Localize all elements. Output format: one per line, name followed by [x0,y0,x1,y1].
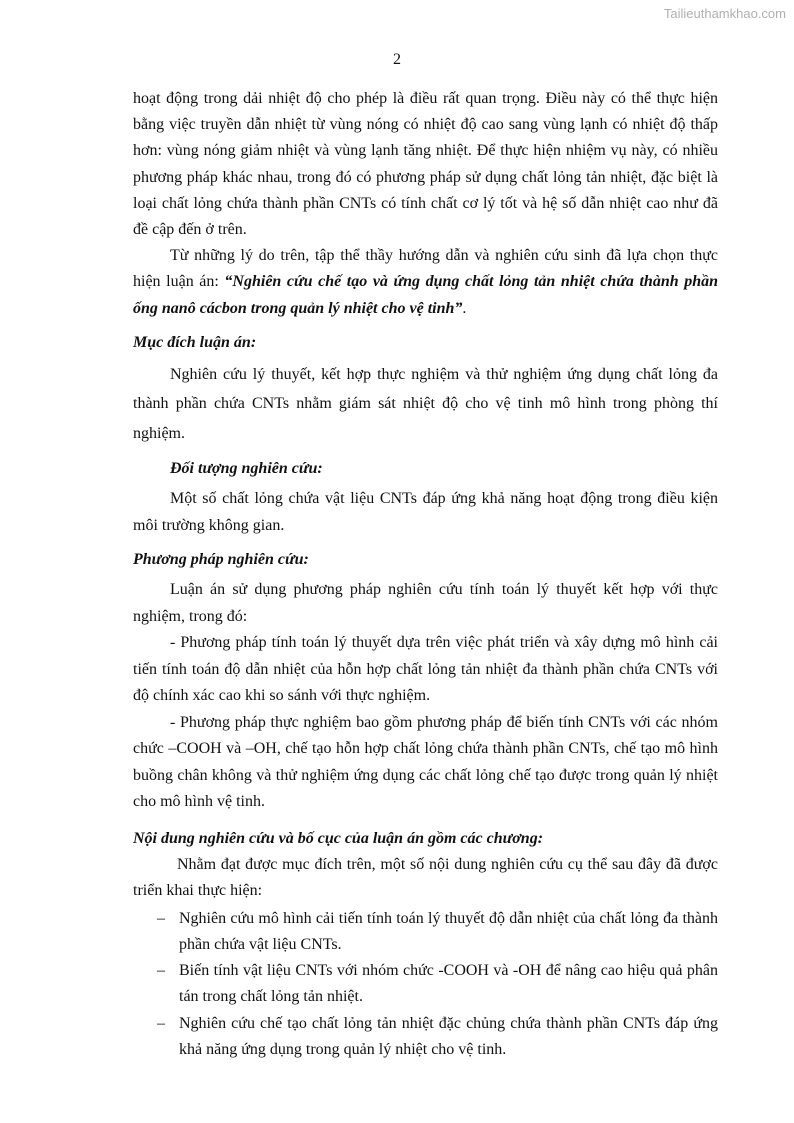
methods-item-experiment: - Phương pháp thực nghiệm bao gồm phương pháp để biến tính CNTs với các nhóm chức –COOH và –OH, chế tạo hỗn hợp chất lỏng chứa thành phần CNTs, chế tạo mô hình buồng chân không và thử nghiệm ứng dụng các chất lỏng chế tạo được trong quản lý nhiệt cho mô hình vệ tinh. [133,713,718,811]
page-number: 2 [393,51,401,68]
subject-text: Một số chất lỏng chứa vật liệu CNTs đáp ứng khả năng hoạt động trong điều kiện môi trường không gian. [133,490,718,534]
methods-item-theory: - Phương pháp tính toán lý thuyết dựa trên việc phát triển và xây dựng mô hình cải tiến tính toán độ dẫn nhiệt của hỗn hợp chất lỏng tản nhiệt đa thành phần chứa CNTs với độ chính xác cao khi so sánh với thực nghiệm. [133,634,718,705]
thesis-selection-paragraph [133,243,718,322]
content-intro: Nhằm đạt được mục đích trên, một số nội dung nghiên cứu cụ thể sau đây đã được triển khai thực hiện: [133,855,718,899]
list-item-text: Nghiên cứu mô hình cải tiến tính toán lý thuyết độ dẫn nhiệt của chất lỏng đa thành phần chứa vật liệu CNTs. [179,909,718,954]
thesis-lead-text: Từ những lý do trên, tập thể thầy hướng dẫn và nghiên cứu sinh đã lựa chọn thực hiện luận án: [133,247,718,291]
document-body [133,86,718,1063]
thesis-title: “Nghiên cứu chế tạo và ứng dụng chất lỏng tản nhiệt chứa thành phần ống nanô cácbon trong quản lý nhiệt cho vệ tinh” [133,273,718,317]
list-item-text: Nghiên cứu chế tạo chất lỏng tản nhiệt đặc chủng chứa thành phần CNTs đáp ứng khả năng ứng dụng trong quản lý nhiệt cho vệ tinh. [179,1014,718,1058]
watermark: Tailieuthamkhao.com [663,6,786,21]
dash-bullet: – [157,1014,165,1032]
methods-intro: Luận án sử dụng phương pháp nghiên cứu tính toán lý thuyết kết hợp với thực nghiệm, trong đó: [133,581,718,625]
thesis-end: . [462,299,467,317]
list-item [133,1011,718,1063]
dash-bullet: – [157,962,165,980]
methods-heading: Phương pháp nghiên cứu: [133,551,309,569]
dash-bullet: – [157,909,165,927]
content-heading: Nội dung nghiên cứu và bố cục của luận án gồm các chương: [133,829,544,847]
list-item [133,906,718,958]
intro-paragraph: hoạt động trong dải nhiệt độ cho phép là điều rất quan trọng. Điều này có thể thực hiện bằng việc truyền dẫn nhiệt từ vùng nóng có nhiệt độ cao sang vùng lạnh có nhiệt độ thấp hơn: vùng nóng giảm nhiệt và vùng lạnh tăng nhiệt. Để thực hiện nhiệm vụ này, có nhiều phương pháp khác nhau, trong đó có phương pháp sử dụng chất lỏng tản nhiệt, đặc biệt là loại chất lỏng chứa thành phần CNTs có tính chất cơ lý tốt và hệ số dẫn nhiệt cao như đã đề cập đến ở trên. [133,90,718,239]
list-item [133,958,718,1010]
purpose-heading: Mục đích luận án: [133,333,257,351]
purpose-text: Nghiên cứu lý thuyết, kết hợp thực nghiệm và thử nghiệm ứng dụng chất lỏng đa thành phần chứa CNTs nhằm giám sát nhiệt độ cho vệ tinh mô hình trong phòng thí nghiệm. [133,365,718,442]
subject-heading: Đối tượng nghiên cứu: [170,460,323,478]
list-item-text: Biến tính vật liệu CNTs với nhóm chức -COOH và -OH để nâng cao hiệu quả phân tán trong chất lỏng tản nhiệt. [179,962,718,1006]
